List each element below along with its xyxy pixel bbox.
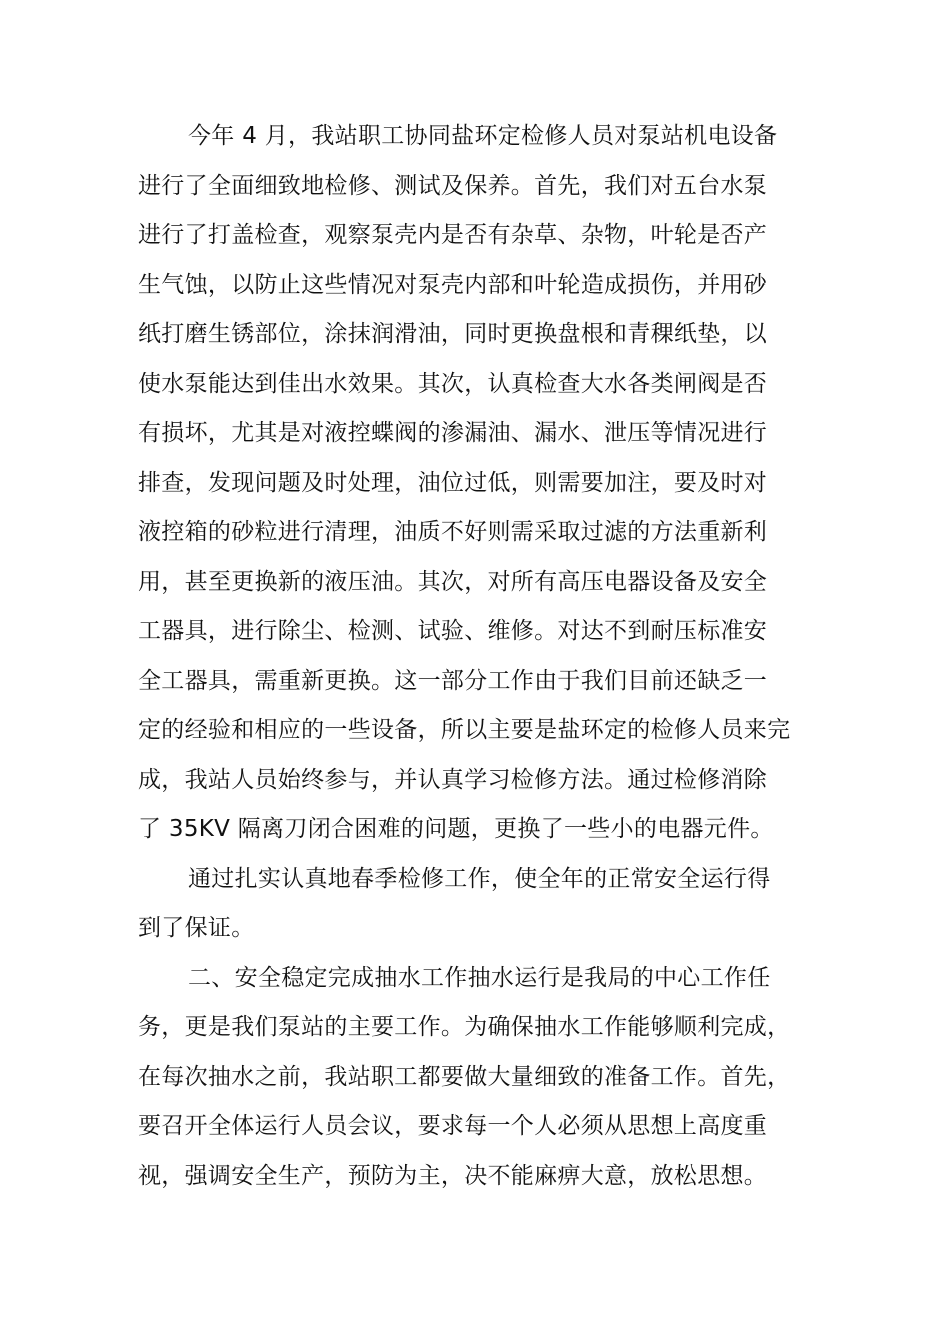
paragraph-line: 进行了打盖检查，观察泵壳内是否有杂草、杂物，叶轮是否产	[138, 222, 768, 248]
paragraph-line: 务，更是我们泵站的主要工作。为确保抽水工作能够顺利完成，	[138, 1014, 791, 1040]
paragraph-line: 在每次抽水之前，我站职工都要做大量细致的准备工作。首先，	[138, 1063, 791, 1090]
paragraph-line: 定的经验和相应的一些设备，所以主要是盐环定的检修人员来完	[138, 717, 791, 743]
paragraph-line: 生气蚀，以防止这些情况对泵壳内部和叶轮造成损伤，并用砂	[138, 271, 768, 298]
paragraph-line: 要召开全体运行人员会议，要求每一个人必须从思想上高度重	[138, 1113, 768, 1139]
section-heading-line: 二、安全稳定完成抽水工作抽水运行是我局的中心工作任	[188, 964, 771, 991]
paragraph-line: 全工器具，需重新更换。这一部分工作由于我们目前还缺乏一	[138, 667, 768, 694]
paragraph-line: 到了保证。	[138, 915, 255, 941]
paragraph-line: 排查，发现问题及时处理，油位过低，则需要加注，要及时对	[138, 469, 768, 496]
paragraph-line: 进行了全面细致地检修、测试及保养。首先，我们对五台水泵	[138, 172, 768, 199]
paragraph-line: 有损坏，尤其是对液控蝶阀的渗漏油、漏水、泄压等情况进行	[138, 420, 768, 446]
paragraph-line: 今年 4 月，我站职工协同盐环定检修人员对泵站机电设备	[188, 123, 778, 149]
paragraph-line: 用，甚至更换新的液压油。其次，对所有高压电器设备及安全	[138, 568, 768, 595]
paragraph-line: 成，我站人员始终参与，并认真学习检修方法。通过检修消除	[138, 766, 768, 793]
paragraph-line: 使水泵能达到佳出水效果。其次，认真检查大水各类闸阀是否	[138, 370, 768, 397]
paragraph-line: 视，强调安全生产，预防为主，决不能麻痹大意，放松思想。	[138, 1162, 768, 1189]
paragraph-line: 纸打磨生锈部位，涂抹润滑油，同时更换盘根和青稞纸垫，以	[138, 321, 768, 347]
paragraph-line: 通过扎实认真地春季检修工作，使全年的正常安全运行得	[188, 865, 771, 892]
paragraph-line: 液控箱的砂粒进行清理，油质不好则需采取过滤的方法重新利	[138, 519, 768, 545]
paragraph-line: 工器具，进行除尘、检测、试验、维修。对达不到耐压标准安	[138, 618, 768, 644]
body-text	[138, 112, 838, 1201]
paragraph-line: 了 35KV 隔离刀闭合困难的问题，更换了一些小的电器元件。	[138, 816, 774, 842]
